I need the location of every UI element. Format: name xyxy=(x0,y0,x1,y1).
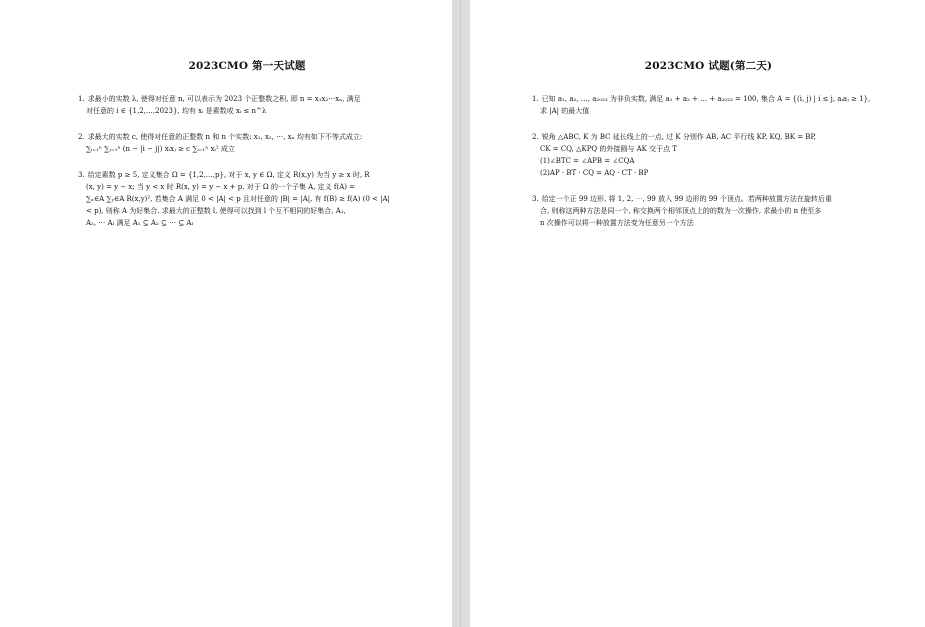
problem-text-line: 锐角 △ABC, K 为 BC 延长线上的一点, 过 K 分别作 AB, AC 平行线 KP, KQ, BK = BP, xyxy=(541,133,816,141)
document-page-right xyxy=(470,0,925,627)
problem-text-line: (x, y) = y − x; 当 y < x 时 R(x, y) = y − x + p. 对于 Ω 的一个子集 A, 定义 f(A) = xyxy=(86,183,356,191)
problem-text-line: 对任意的 i ∈ {1,2,…,2023}, 均有 xᵢ 是素数或 xᵢ ≤ n^λ xyxy=(86,107,267,115)
problem-number: 1. xyxy=(78,95,85,103)
problem-number: 2. xyxy=(78,133,85,141)
problem-text-line: ∑ₓ∈A ∑ᵧ∈A R(x,y)², 若集合 A 满足 0 < |A| < p 且对任意的 |B| = |A|, 有 f(B) ≥ f(A) (0 < |A| xyxy=(86,195,390,203)
problem-item xyxy=(532,193,885,229)
problem-text-line: 给定素数 p ≥ 5, 定义集合 Ω = {1,2,…,p}, 对于 x, y ∈ Ω, 定义 R(x,y) 为当 y ≥ x 时, R xyxy=(87,171,370,179)
problem-item xyxy=(78,93,416,117)
problem-item xyxy=(532,93,885,117)
problem-text-line: 求 |A| 的最大值 xyxy=(540,107,590,115)
problem-text-line: 已知 a₁, a₂, …, a₂₀₂₃ 为非负实数, 满足 a₁ + a₂ + … + a₂₀₂₃ = 100, 集合 A = {(i, j) | i ≤ j, aᵢaⱼ ≥ 1}, xyxy=(541,95,871,103)
problem-text-line: 给定一个正 99 边形, 将 1, 2, ⋯, 99 放入 99 边形的 99 个顶点。若两种放置方法在旋转后重 xyxy=(541,195,832,203)
problem-text-line: < p), 则称 A 为好集合. 求最大的正整数 l, 使得可以找到 l 个互不相同的好集合, A₁, xyxy=(86,207,346,215)
document-page-left xyxy=(0,0,452,627)
problem-item xyxy=(78,131,416,155)
problem-text-line: 合, 则称这两种方法是同一个, 称交换两个相邻顶点上的的数为一次操作, 求最小的 n 使至多 xyxy=(540,207,822,215)
problem-text-line: 求最小的实数 λ, 使得对任意 n, 可以表示为 2023 个正整数之积, 即 n = x₁x₂⋯xₙ, 满足 xyxy=(87,95,361,103)
problem-text-line: n 次操作可以将一种放置方法变为任意另一个方法 xyxy=(540,219,694,227)
problem-number: 3. xyxy=(78,171,85,179)
problem-text-line: A₂, ⋯ Aₗ 满足 A₁ ⊆ A₂ ⊆ ⋯ ⊆ Aₗ xyxy=(86,219,194,227)
problem-text-line: 求最大的实数 c, 使得对任意的正整数 n 和 n 个实数: x₁, x₂, ⋯, xₙ 均有如下不等式成立: xyxy=(87,133,363,141)
problem-text-line: (2)AP · BT · CQ = AQ · CT · BP xyxy=(540,169,649,177)
problem-text-line: ∑ᵢ₌₁ⁿ ∑ⱼ₌₁ⁿ (n − |i − j|) xᵢxⱼ ≥ c ∑ᵢ₌₁ⁿ xᵢ² 成立 xyxy=(86,145,235,153)
problem-number: 1. xyxy=(532,95,539,103)
problem-text-line: (1)∠BTC = ∠APB = ∠CQA xyxy=(540,157,635,165)
page-title: 2023CMO 试题(第二天) xyxy=(644,60,773,72)
problem-number: 2. xyxy=(532,133,539,141)
page-title: 2023CMO 第一天试题 xyxy=(188,60,306,72)
problem-item xyxy=(532,131,885,179)
problem-item xyxy=(78,169,416,229)
problem-text-line: CK = CQ, △KPQ 的外接圆与 AK 交于点 T xyxy=(540,145,678,153)
problem-number: 3. xyxy=(532,195,539,203)
page-gutter xyxy=(452,0,470,627)
